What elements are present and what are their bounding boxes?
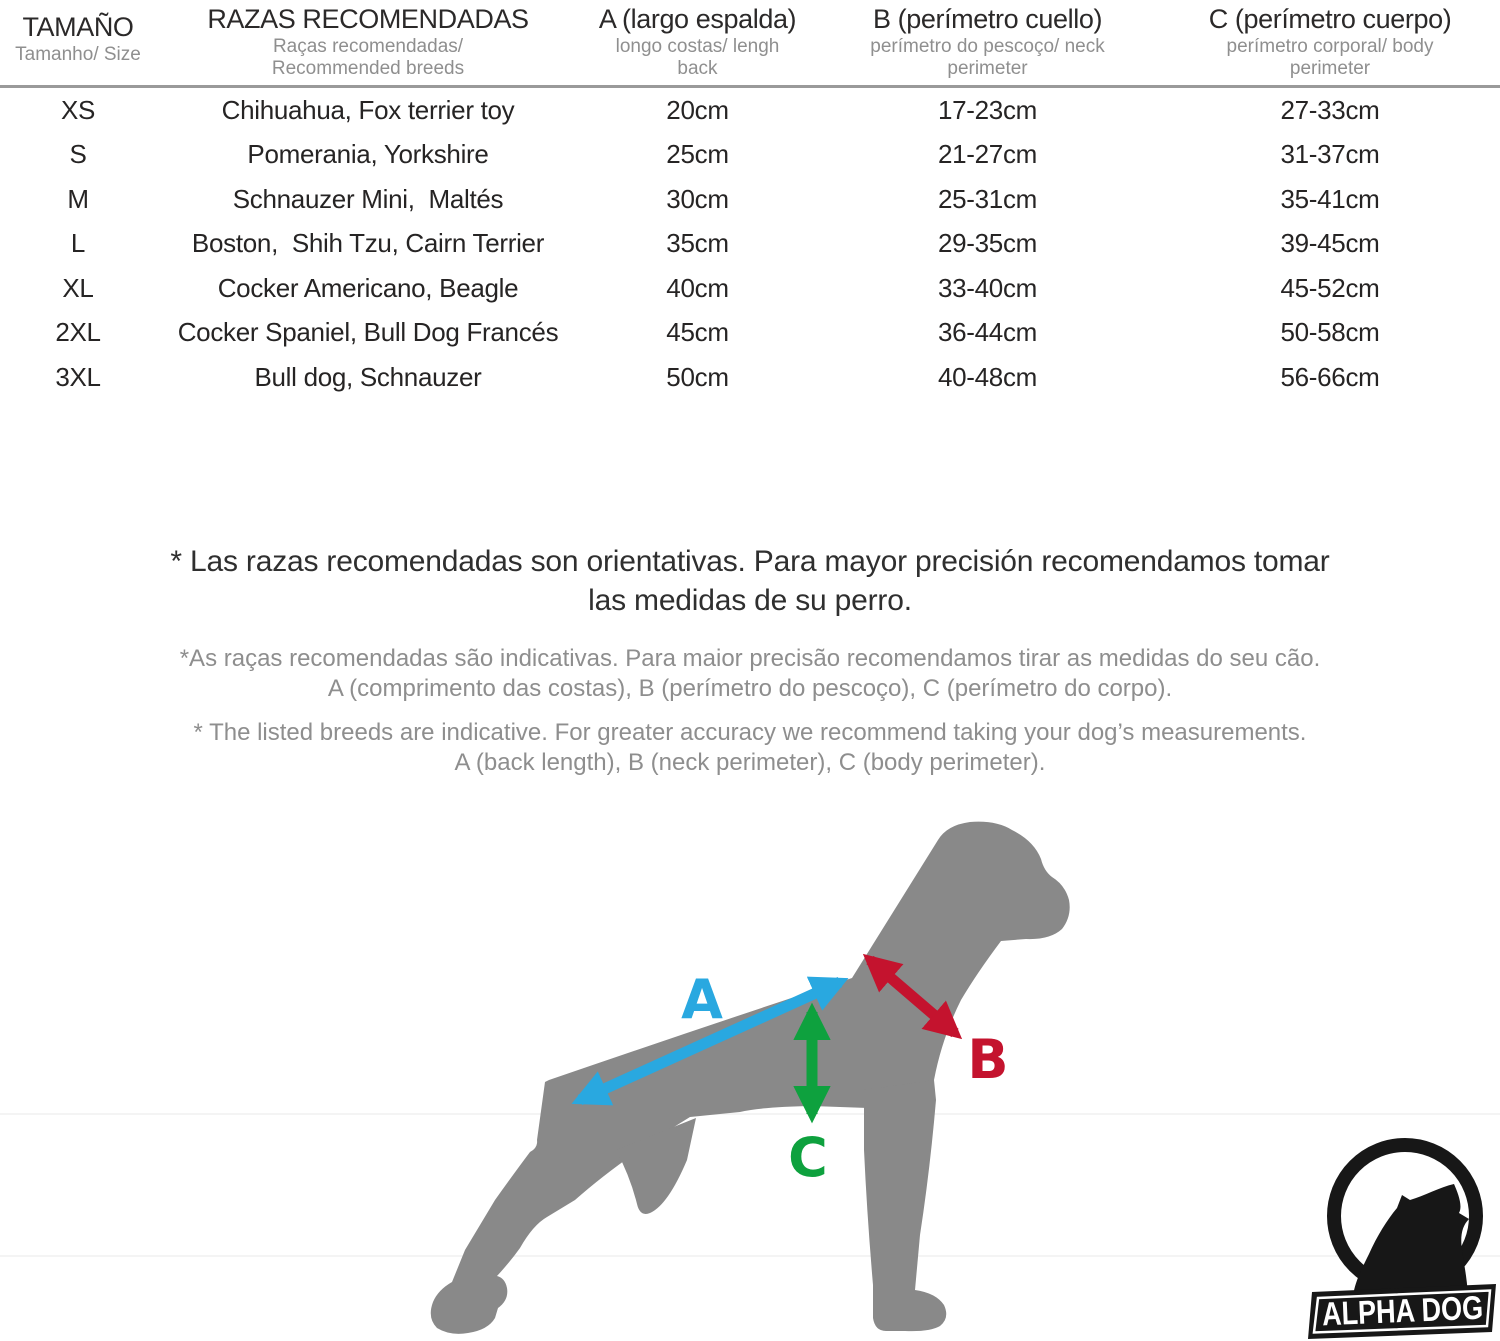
body-value: 39-45cm: [1280, 228, 1380, 259]
note-english-line2: A (back length), B (neck perimeter), C (body perimeter).: [454, 749, 1046, 776]
header-neck-subtitle: perímetro do pescoço/ neck perimeter: [870, 36, 1105, 79]
back-length-value: 35cm: [666, 228, 729, 259]
breeds-value: Cocker Americano, Beagle: [217, 272, 519, 303]
size-value: 2XL: [55, 317, 101, 348]
body-value: 56-66cm: [1280, 361, 1380, 392]
size-value: XS: [60, 94, 96, 125]
dog-front-leg: [864, 1080, 946, 1331]
breeds-value: Pomerania, Yorkshire: [247, 139, 489, 170]
neck-value: 36-44cm: [937, 317, 1038, 348]
body-value: 27-33cm: [1280, 94, 1380, 125]
label-c: C: [788, 1126, 828, 1189]
size-value: L: [70, 228, 86, 259]
alpha-dog-logo: [1304, 1118, 1500, 1341]
header-body-title: C (perímetro cuerpo): [1208, 4, 1452, 34]
header-size-subtitle: Tamanho/ Size: [15, 44, 141, 65]
neck-value: 33-40cm: [937, 272, 1038, 303]
size-value: XL: [62, 272, 94, 303]
back-length-value: 30cm: [666, 183, 729, 214]
logo-text: ALPHA DOG: [1321, 1290, 1484, 1334]
header-breeds-title: RAZAS RECOMENDADAS: [207, 4, 529, 34]
back-length-value: 20cm: [666, 94, 729, 125]
size-value: S: [69, 139, 87, 170]
neck-value: 40-48cm: [937, 361, 1038, 392]
note-portuguese-line1: *As raças recomendadas são indicativas. Para maior precisão recomendamos tirar as medidas do seu cão.: [179, 645, 1321, 672]
body-value: 31-37cm: [1280, 139, 1380, 170]
back-length-value: 50cm: [666, 361, 729, 392]
header-body-subtitle: perímetro corporal/ body perimeter: [1226, 36, 1434, 79]
header-size-title: TAMAÑO: [22, 12, 134, 42]
breeds-value: Schnauzer Mini, Maltés: [232, 183, 504, 214]
header-back-length-title: A (largo espalda): [598, 4, 797, 34]
neck-value: 21-27cm: [937, 139, 1038, 170]
note-english-line1: * The listed breeds are indicative. For greater accuracy we recommend taking your dog’s measurements.: [193, 719, 1307, 746]
header-breeds-subtitle: Raças recomendadas/ Recommended breeds: [271, 36, 465, 79]
header-back-length-subtitle: longo costas/ lengh back: [615, 36, 780, 79]
note-portuguese-line2: A (comprimento das costas), B (perímetro do pescoço), C (perímetro do corpo).: [327, 675, 1173, 702]
label-a: A: [681, 968, 723, 1031]
breeds-value: Chihuahua, Fox terrier toy: [221, 94, 515, 125]
body-value: 35-41cm: [1280, 183, 1380, 214]
breeds-value: Cocker Spaniel, Bull Dog Francés: [177, 317, 559, 348]
note-spanish-line1: * Las razas recomendadas son orientativas. Para mayor precisión recomendamos tomar: [170, 545, 1330, 578]
neck-value: 29-35cm: [937, 228, 1038, 259]
size-value: 3XL: [55, 361, 101, 392]
label-b: B: [967, 1028, 1009, 1091]
back-length-value: 40cm: [666, 272, 729, 303]
size-value: M: [67, 183, 89, 214]
breeds-value: Bull dog, Schnauzer: [254, 361, 482, 392]
neck-value: 17-23cm: [937, 94, 1038, 125]
breeds-value: Boston, Shih Tzu, Cairn Terrier: [191, 228, 545, 259]
body-value: 45-52cm: [1280, 272, 1380, 303]
header-neck-title: B (perímetro cuello): [872, 4, 1103, 34]
body-value: 50-58cm: [1280, 317, 1380, 348]
back-length-value: 45cm: [666, 317, 729, 348]
note-spanish-line2: las medidas de su perro.: [588, 584, 912, 617]
back-length-value: 25cm: [666, 139, 729, 170]
neck-value: 25-31cm: [937, 183, 1038, 214]
